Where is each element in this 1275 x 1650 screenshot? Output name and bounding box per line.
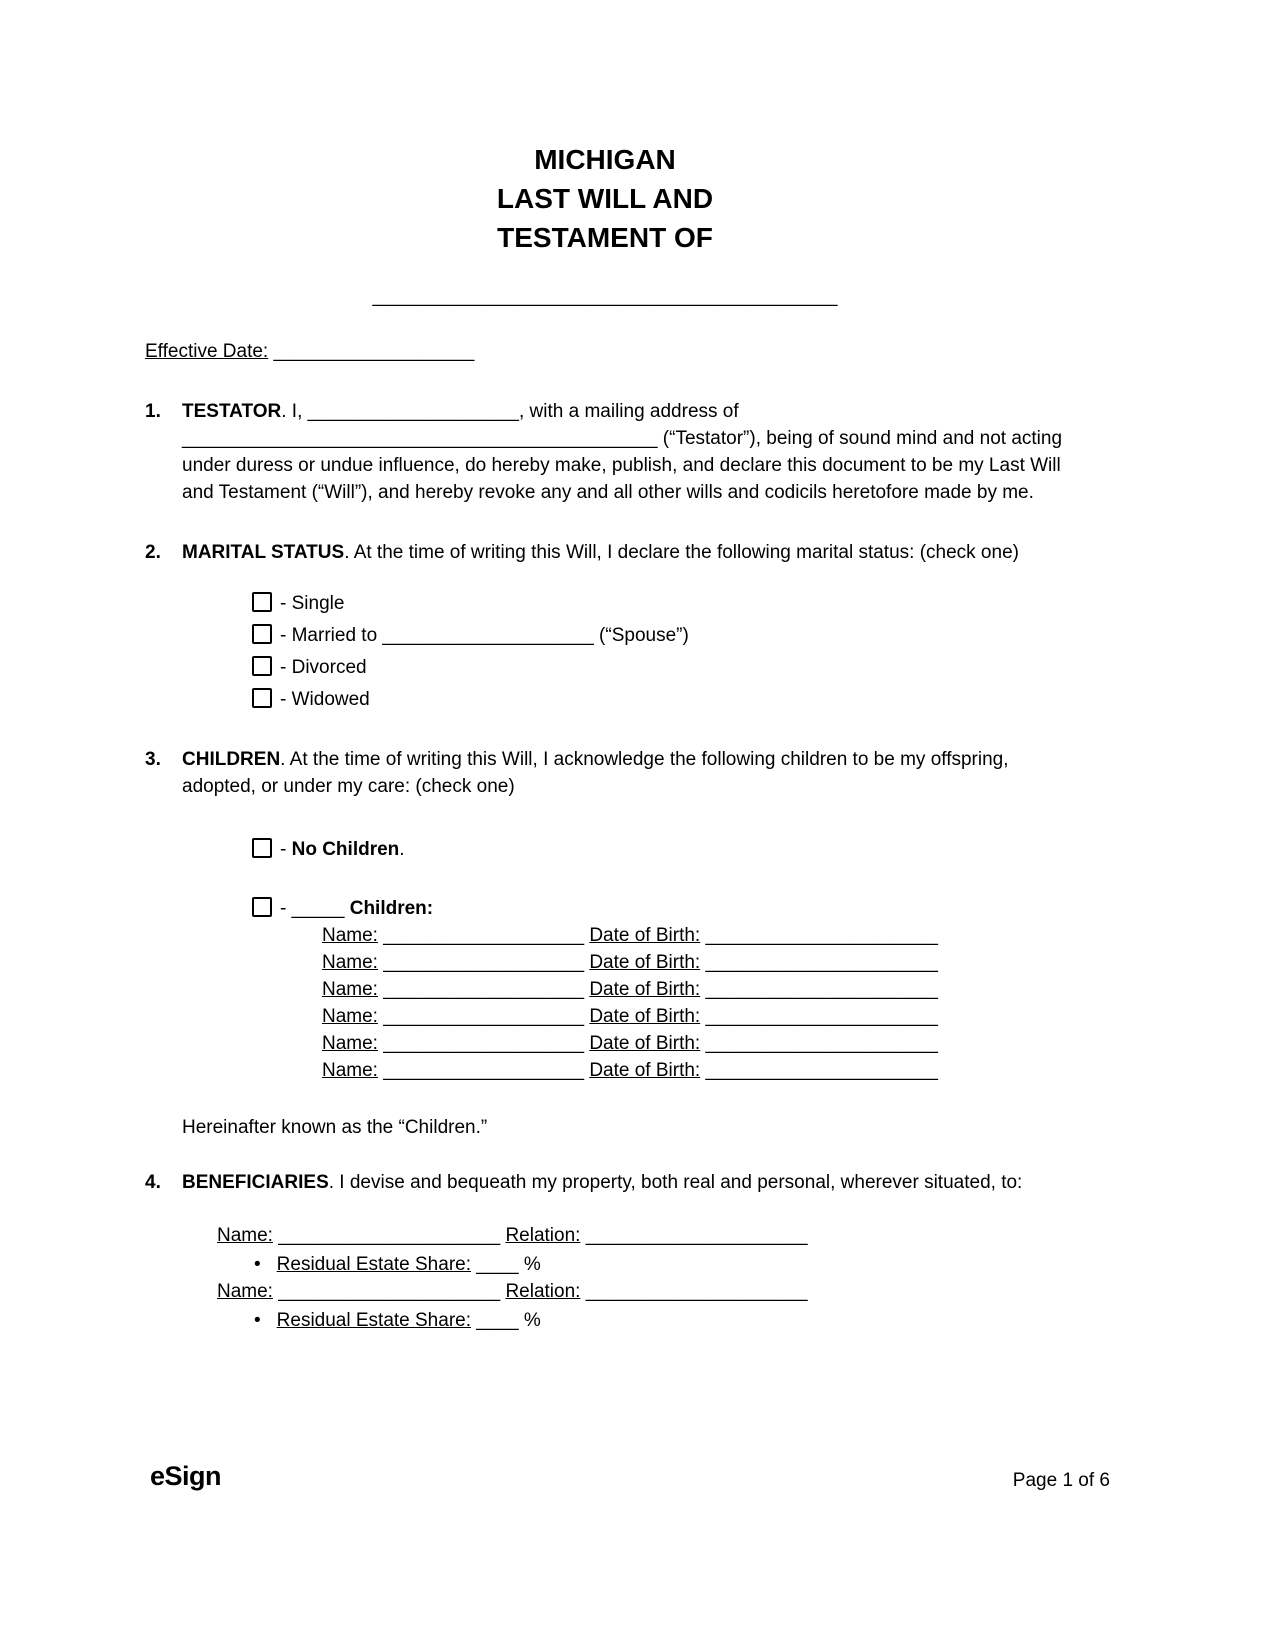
child-name-label: Name: [322, 1033, 378, 1054]
section-heading: CHILDREN [182, 749, 281, 770]
esign-logo: eSign [150, 1461, 222, 1491]
child-name-label: Name: [322, 952, 378, 973]
checkbox-no-children[interactable] [252, 838, 272, 858]
title-line-1: MICHIGAN [534, 144, 676, 175]
child-row-4 [322, 1003, 1065, 1030]
child-dob-blank-5[interactable]: ______________________ [700, 1033, 938, 1054]
checkbox-divorced[interactable] [252, 656, 272, 676]
child-dob-label: Date of Birth: [589, 1033, 701, 1054]
beneficiary-2-share-blank[interactable]: ____ [471, 1310, 524, 1331]
percent-sign: % [523, 1254, 541, 1275]
section-children [145, 746, 1065, 1141]
children-text: . At the time of writing this Will, I acknowledge the following children to be my offspring, adopted, or under my care: (check one) [182, 749, 1009, 797]
section-beneficiaries [145, 1169, 1065, 1334]
child-name-blank-3[interactable]: ___________________ [377, 979, 590, 1000]
has-children-label: Children: [344, 898, 434, 919]
option-divorced [252, 654, 1065, 681]
child-row-5 [322, 1030, 1065, 1057]
option-divorced-label: - Divorced [280, 657, 367, 678]
child-name-blank-2[interactable]: ___________________ [377, 952, 590, 973]
child-name-label: Name: [322, 925, 378, 946]
option-has-children [252, 895, 1065, 922]
child-row-2 [322, 949, 1065, 976]
child-row-3 [322, 976, 1065, 1003]
child-dob-blank-6[interactable]: ______________________ [700, 1060, 938, 1081]
option-married-label: - Married to [280, 625, 383, 646]
children-intro [182, 746, 1065, 800]
effective-date-blank[interactable]: ___________________ [268, 341, 475, 362]
residual-share-label: Residual Estate Share: [276, 1310, 471, 1331]
beneficiaries-intro [182, 1169, 1065, 1196]
testator-address-blank[interactable]: _____________________________________________ [182, 428, 658, 449]
beneficiary-2-name-blank[interactable]: _____________________ [272, 1281, 506, 1302]
beneficiary-relation-label: Relation: [505, 1281, 581, 1302]
checkbox-single[interactable] [252, 592, 272, 612]
beneficiary-2-relation-blank[interactable]: _____________________ [580, 1281, 808, 1302]
child-dob-label: Date of Birth: [589, 1060, 701, 1081]
marital-intro [182, 539, 1065, 566]
section-children-body [182, 746, 1065, 1141]
section-number: 1. [145, 401, 161, 422]
option-widowed [252, 686, 1065, 713]
beneficiary-relation-label: Relation: [505, 1225, 581, 1246]
section-testator [145, 398, 1065, 506]
testator-text-1: . I, [281, 401, 308, 422]
beneficiary-2-name-row [217, 1278, 1065, 1305]
section-number: 3. [145, 749, 161, 770]
children-count-blank[interactable]: _____ [291, 898, 345, 919]
child-name-label: Name: [322, 1006, 378, 1027]
section-number: 2. [145, 542, 161, 563]
option-widowed-label: - Widowed [280, 689, 370, 710]
beneficiary-1-share-row [254, 1251, 1065, 1278]
section-heading: TESTATOR [182, 401, 282, 422]
testator-name-title-blank[interactable]: ____________________________________________ [372, 286, 838, 307]
child-name-blank-5[interactable]: ___________________ [377, 1033, 590, 1054]
section-beneficiaries-body [182, 1169, 1065, 1334]
residual-share-label: Residual Estate Share: [276, 1254, 471, 1275]
section-heading: MARITAL STATUS [182, 542, 345, 563]
child-row-1 [322, 922, 1065, 949]
children-hereinafter: Hereinafter known as the “Children.” [182, 1117, 488, 1138]
child-dob-label: Date of Birth: [589, 925, 701, 946]
beneficiary-name-label: Name: [217, 1225, 273, 1246]
checkbox-has-children[interactable] [252, 897, 272, 917]
beneficiary-entry-1 [182, 1222, 1065, 1278]
has-children-dash: - [280, 898, 292, 919]
beneficiary-2-share-row [254, 1307, 1065, 1334]
bullet-icon: • [254, 1254, 261, 1275]
option-no-children [252, 836, 1065, 863]
child-dob-label: Date of Birth: [589, 979, 701, 1000]
child-dob-label: Date of Birth: [589, 1006, 701, 1027]
no-children-label: No Children [291, 839, 400, 860]
effective-date-row [145, 338, 1065, 365]
testator-name-blank[interactable]: ____________________ [307, 401, 519, 422]
child-dob-blank-1[interactable]: ______________________ [700, 925, 938, 946]
section-marital-status [145, 539, 1065, 713]
marital-text: . At the time of writing this Will, I declare the following marital status: (check one) [344, 542, 1019, 563]
beneficiary-1-share-blank[interactable]: ____ [471, 1254, 524, 1275]
child-row-6 [322, 1057, 1065, 1084]
spouse-name-blank[interactable]: ____________________ [382, 625, 594, 646]
marital-options [252, 590, 1065, 713]
document-title [145, 140, 1065, 257]
beneficiary-name-label: Name: [217, 1281, 273, 1302]
title-line-2: LAST WILL AND [496, 183, 714, 214]
testator-text-3: (“Testator”), being of sound mind and not acting under duress or undue influence, do hereby make, publish, and declare this document to be my Last Will and Testament (“Will”), and hereby revoke any and all other wills and codicils heretofore made by me. [182, 428, 1063, 503]
section-heading: BENEFICIARIES [182, 1172, 329, 1193]
effective-date-label: Effective Date: [145, 341, 269, 362]
no-children-period: . [399, 839, 405, 860]
child-dob-blank-3[interactable]: ______________________ [700, 979, 938, 1000]
checkbox-widowed[interactable] [252, 688, 272, 708]
checkbox-married[interactable] [252, 624, 272, 644]
section-testator-body [182, 398, 1065, 506]
bullet-icon: • [254, 1310, 261, 1331]
child-name-label: Name: [322, 1060, 378, 1081]
no-children-dash: - [280, 839, 292, 860]
beneficiary-1-relation-blank[interactable]: _____________________ [580, 1225, 808, 1246]
child-name-blank-6[interactable]: ___________________ [377, 1060, 590, 1081]
section-marital-body [182, 539, 1065, 713]
option-single-label: - Single [280, 593, 345, 614]
beneficiaries-text: . I devise and bequeath my property, both real and personal, wherever situated, to: [328, 1172, 1023, 1193]
page-indicator: Page 1 of 6 [1012, 1470, 1110, 1491]
beneficiary-entry-2 [182, 1278, 1065, 1334]
title-line-3: TESTAMENT OF [497, 222, 713, 253]
option-married [252, 622, 1065, 649]
child-name-blank-4[interactable]: ___________________ [377, 1006, 590, 1027]
section-number: 4. [145, 1172, 161, 1193]
page-footer [150, 1461, 1110, 1492]
child-name-blank-1[interactable]: ___________________ [377, 925, 590, 946]
child-dob-label: Date of Birth: [589, 952, 701, 973]
option-married-suffix: (“Spouse”) [593, 625, 689, 646]
testator-text-2: , with a mailing address of [518, 401, 739, 422]
child-dob-blank-4[interactable]: ______________________ [700, 1006, 938, 1027]
beneficiary-1-name-blank[interactable]: _____________________ [272, 1225, 506, 1246]
percent-sign: % [523, 1310, 541, 1331]
beneficiary-1-name-row [217, 1222, 1065, 1249]
child-dob-blank-2[interactable]: ______________________ [700, 952, 938, 973]
children-table [322, 922, 1065, 1084]
option-single [252, 590, 1065, 617]
child-name-label: Name: [322, 979, 378, 1000]
